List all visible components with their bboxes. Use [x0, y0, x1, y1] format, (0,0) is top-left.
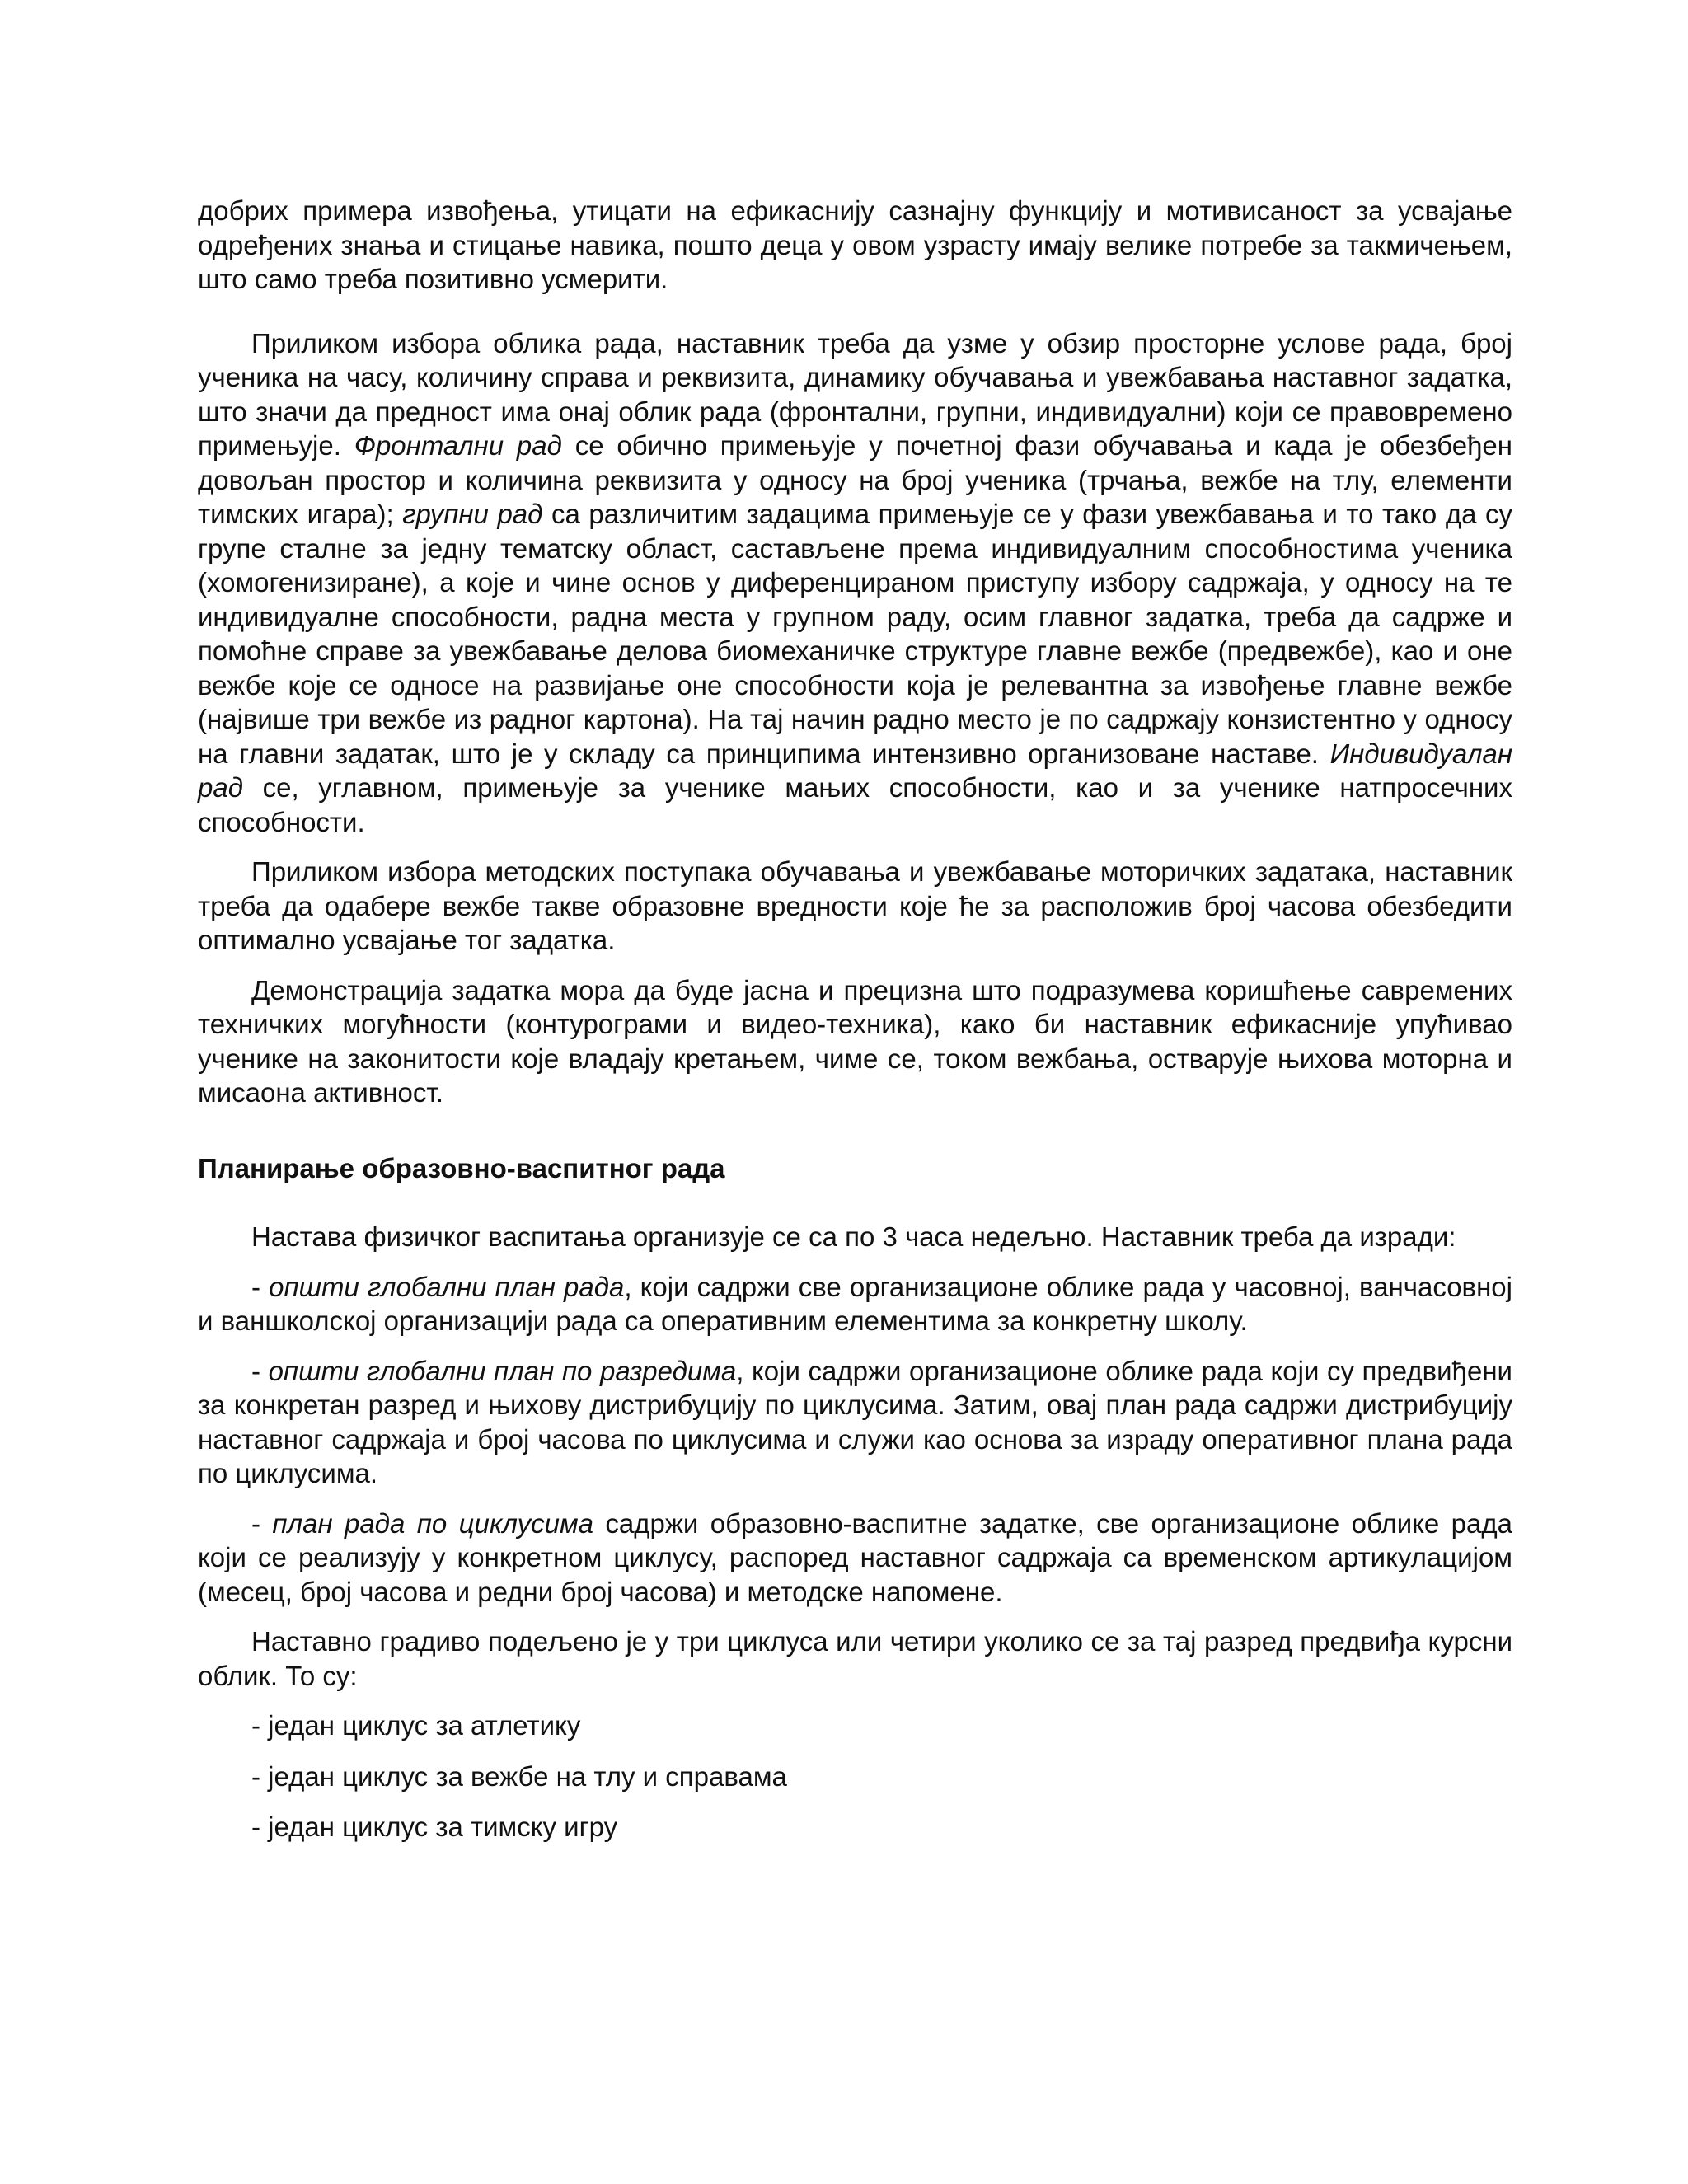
paragraph-continued-motivation: добрих примера извођења, утицати на ефикаснију сазнајну функцију и мотивисаност за усвајање одређених знања и стицање навика, пошто деца у овом узрасту имају велике потребе за такмичењем, што само треба позитивно усмерити.	[198, 195, 1512, 294]
plan-item-global-plan	[198, 1270, 1512, 1338]
plan-item-cycle-plan	[198, 1507, 1512, 1610]
italic-term-group-work: групни рад	[402, 499, 543, 529]
text-span: се, углавном, примењује за ученике мањих способности, као и за ученике натпросечних способности.	[198, 772, 1512, 837]
text-span: , који садржи све организационе облике рада у часовној, ванчасовној и ваншколској организацији рада са оперативним елементима за конкретну школу.	[198, 1271, 1512, 1336]
plan-item-grade-plan	[198, 1354, 1512, 1491]
italic-term-grade-plan: општи глобални план по разредима	[268, 1355, 737, 1386]
paragraph-section-intro: Настава физичког васпитања организује се са по 3 часа недељно. Наставник треба да изради:	[251, 1221, 1456, 1252]
list-item-cycle-athletics: - један циклус за атлетику	[251, 1710, 581, 1741]
paragraph-work-forms	[198, 326, 1512, 840]
text-span: са различитим задацима примењује се у фази увежбавања и то тако да су групе сталне за једну тематску област, састављене према индивидуалним способностима ученика (хомогенизиране), а које и чине основ у диференцираном приступу избору садржаја, у односу на те индивидуалне способности, радна места у групном раду, осим главног задатка, треба да садрже и помоћне справе за увежбавање делова биомеханичке структуре главне вежбе (предвежбе), као и оне вежбе које се односе на развијање оне способности која је релевантна за извођење главне вежбе (највише три вежбе из радног картона). На тај начин радно место је по садржају конзистентно у односу на главни задатак, што је у складу са принципима интензивно организоване наставе.	[198, 499, 1513, 769]
italic-term-cycle-plan: план рада по циклусима	[272, 1507, 593, 1539]
list-item-cycle-team-game: - један циклус за тимску игру	[251, 1811, 618, 1842]
italic-term-frontal-work: Фронтални рад	[354, 430, 562, 461]
dash-prefix: -	[251, 1271, 270, 1302]
paragraph-demonstration: Демонстрација задатка мора да буде јасна и прецизна што подразумева коришћење савремених техничких могућности (контурограми и видео-техника), како би наставник ефикасније упућивао ученике на законитости које владају кретањем, чиме се, током вежбања, остварује њихова моторна и мисаона активност.	[198, 974, 1512, 1108]
text-span: се обично примењује у почетној фази обучавања и када је обезбеђен довољан простор и количина реквизита у односу на број ученика (трчања, вежбе на тлу, елементи тимских игара);	[198, 430, 1512, 529]
paragraph-methodical-procedures: Приликом избора методских поступака обучавања и увежбавање моторичких задатака, наставник треба да одабере вежбе такве образовне вредности које ће за расположив број часова обезбедити оптимално усвајање тог задатка.	[198, 856, 1512, 955]
section-heading: Планирање образовно-васпитног рада	[198, 1152, 725, 1183]
italic-term-individual-work: Индивидуалан рад	[198, 738, 1512, 803]
text-span: садржи образовно-васпитне задатке, све организационе облике рада који се реализују у конкретном циклусу, распоред наставног садржаја са временском артикулацијом (месец, број часова и редни број часова) и методске напомене.	[198, 1507, 1512, 1607]
dash-prefix: -	[251, 1355, 269, 1386]
paragraph-cycles-intro: Наставно градиво подељено је у три циклуса или четири уколико се за тај разред предвиђа курсни облик. То су:	[198, 1626, 1512, 1691]
text-span: , који садржи организационе облике рада који су предвиђени за конкретан разред и њихову дистрибуцију по циклусима. Затим, овај план рада садржи дистрибуцију наставног садржаја и број часова по циклусима и служи као основа за израду оперативног плана рада по циклусима.	[198, 1355, 1512, 1488]
text-span: Приликом избора облика рада, наставник треба да узме у обзир просторне услове рада, број ученика на часу, количину справа и реквизита, динамику обучавања и увежбавања наставног задатка, што значи да предност има онај облик рада (фронтални, групни, индивидуални) који се правовремено примењује.	[198, 327, 1512, 461]
italic-term-global-plan: општи глобални план рада	[269, 1271, 625, 1302]
list-item-cycle-gymnastics: - један циклус за вежбе на тлу и справама	[251, 1760, 787, 1792]
dash-prefix: -	[251, 1507, 273, 1539]
